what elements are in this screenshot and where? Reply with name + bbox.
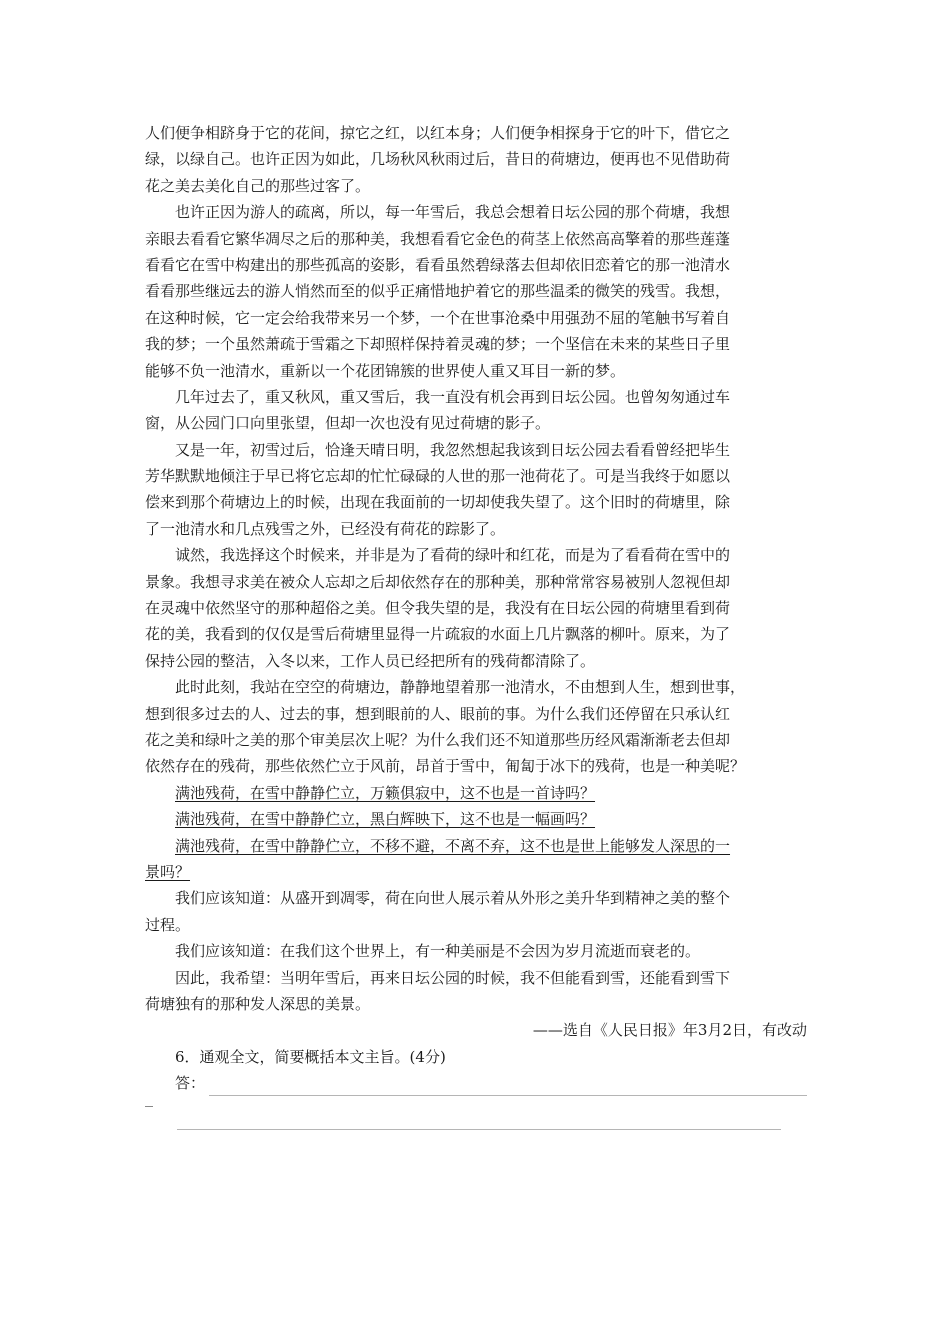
text-line bbox=[145, 938, 807, 964]
text-line bbox=[145, 833, 807, 859]
line-text: 能够不负一池清水，重新以一个花团锦簇的世界使人重又耳目一新的梦。 bbox=[145, 361, 626, 380]
line-text: 景象。我想寻求美在被众人忘却之后却依然存在的那种美，那种常常容易被别人忽视但却 bbox=[145, 572, 731, 591]
text-line bbox=[145, 569, 807, 595]
line-text: 亲眼去看看它繁华凋尽之后的那种美，我想看看它金色的荷茎上依然高高擎着的那些莲蓬 bbox=[145, 229, 731, 248]
text-line bbox=[145, 305, 807, 331]
line-text: 在这种时候，它一定会给我带来另一个梦，一个在世事沧桑中用强劲不屈的笔触书写着自 bbox=[145, 308, 731, 327]
answer-label: 答： bbox=[175, 1074, 206, 1093]
line-text: 看看那些继远去的游人悄然而至的似乎正痛惜地护着它的那些温柔的微笑的残雪。我想， bbox=[145, 282, 731, 301]
text-line bbox=[145, 489, 807, 515]
text-line bbox=[145, 727, 807, 753]
text-line bbox=[145, 701, 807, 727]
text-line bbox=[145, 859, 807, 885]
line-text: 我们应该知道：从盛开到凋零，荷在向世人展示着从外形之美升华到精神之美的整个 bbox=[175, 889, 731, 908]
line-text: 又是一年，初雪过后，恰逢天晴日明，我忽然想起我该到日坛公园去看看曾经把毕生 bbox=[175, 440, 731, 459]
line-text: 看看它在雪中构建出的那些孤高的姿影，看看虽然碧绿落去但却依旧恋着它的那一池清水 bbox=[145, 255, 731, 274]
text-line bbox=[145, 621, 807, 647]
line-text: 想到很多过去的人、过去的事，想到眼前的人、眼前的事。为什么我们还停留在只承认红 bbox=[145, 704, 731, 723]
line-text: 依然存在的残荷，那些依然伫立于风前，昂首于雪中，匍匐于冰下的残荷，也是一种美呢？ bbox=[145, 757, 746, 776]
text-line bbox=[145, 912, 807, 938]
line-text: 过程。 bbox=[145, 915, 191, 934]
text-line bbox=[145, 806, 807, 832]
text-line bbox=[145, 410, 807, 436]
answer-blank-line-1[interactable] bbox=[209, 1078, 807, 1096]
line-text: 我的梦；一个虽然萧疏于雪霜之下却照样保持着灵魂的梦；一个坚信在未来的某些日子里 bbox=[145, 335, 731, 354]
text-line bbox=[145, 595, 807, 621]
source-citation: ——选自《人民日报》年3月2日，有改动 bbox=[532, 1021, 807, 1040]
text-line bbox=[145, 885, 807, 911]
line-text: 偿来到那个荷塘边上的时候，出现在我面前的一切却使我失望了。这个旧时的荷塘里，除 bbox=[145, 493, 731, 512]
text-line bbox=[145, 226, 807, 252]
line-text: 几年过去了，重又秋风，重又雪后，我一直没有机会再到日坛公园。也曾匆匆通过车 bbox=[175, 387, 731, 406]
text-line bbox=[145, 542, 807, 568]
text-line bbox=[145, 199, 807, 225]
line-text: 此时此刻，我站在空空的荷塘边，静静地望着那一池清水，不由想到人生，想到世事， bbox=[175, 678, 746, 697]
line-text: 窗，从公园门口向里张望，但却一次也没有见过荷塘的影子。 bbox=[145, 414, 551, 433]
text-line bbox=[145, 120, 807, 146]
line-text: 保持公园的整洁，入冬以来，工作人员已经把所有的残荷都清除了。 bbox=[145, 651, 596, 670]
text-line bbox=[145, 278, 807, 304]
text-line bbox=[145, 331, 807, 357]
line-text: 因此，我希望：当明年雪后，再来日坛公园的时候，我不但能看到雪，还能看到雪下 bbox=[175, 968, 731, 987]
text-line bbox=[145, 780, 807, 806]
answer-row bbox=[145, 1070, 807, 1096]
text-line bbox=[145, 437, 807, 463]
text-line bbox=[145, 965, 807, 991]
text-line bbox=[145, 674, 807, 700]
text-line bbox=[145, 252, 807, 278]
text-line bbox=[145, 384, 807, 410]
text-line bbox=[145, 358, 807, 384]
line-text: 花之美和绿叶之美的那个审美层次上呢？为什么我们还不知道那些历经风霜渐渐老去但却 bbox=[145, 730, 731, 749]
document-page bbox=[145, 120, 807, 1149]
line-text: 绿，以绿自己。也许正因为如此，几场秋风秋雨过后，昔日的荷塘边，便再也不见借助荷 bbox=[145, 150, 731, 169]
line-text: 了一池清水和几点残雪之外，已经没有荷花的踪影了。 bbox=[145, 519, 506, 538]
text-line bbox=[145, 516, 807, 542]
answer-line-break-mark bbox=[145, 1096, 807, 1122]
text-line bbox=[145, 146, 807, 172]
answer-blank-line-2[interactable] bbox=[145, 1123, 807, 1149]
line-text: 诚然，我选择这个时候来，并非是为了看荷的绿叶和红花，而是为了看看荷在雪中的 bbox=[175, 546, 731, 565]
line-text: 人们便争相跻身于它的花间，掠它之红，以红本身；人们便争相探身于它的叶下，借它之 bbox=[145, 124, 731, 142]
line-text: 芳华默默地倾注于早已将它忘却的忙忙碌碌的人世的那一池荷花了。可是当我终于如愿以 bbox=[145, 467, 731, 486]
line-text: 也许正因为游人的疏离，所以，每一年雪后，我总会想着日坛公园的那个荷塘，我想 bbox=[175, 203, 731, 222]
line-text: 我们应该知道：在我们这个世界上，有一种美丽是不会因为岁月流逝而衰老的。 bbox=[175, 942, 701, 961]
question-6: 6．通观全文，简要概括本文主旨。(4分) bbox=[175, 1047, 446, 1066]
text-line bbox=[145, 173, 807, 199]
text-line bbox=[145, 463, 807, 489]
line-text: 在灵魂中依然坚守的那种超俗之美。但令我失望的是，我没有在日坛公园的荷塘里看到荷 bbox=[145, 599, 731, 618]
line-text: 荷塘独有的那种发人深思的美景。 bbox=[145, 994, 371, 1013]
line-text: 花的美，我看到的仅仅是雪后荷塘里显得一片疏寂的水面上几片飘落的柳叶。原来，为了 bbox=[145, 625, 731, 644]
text-line bbox=[145, 753, 807, 779]
underlined-text: 满池残荷，在雪中静静伫立，黑白辉映下，这不也是一幅画吗？ bbox=[175, 810, 596, 829]
underlined-text: 满池残荷，在雪中静静伫立，不移不避，不离不弃，这不也是世上能够发人深思的一 bbox=[175, 836, 731, 855]
underlined-text: 景吗？ bbox=[145, 862, 191, 881]
text-line bbox=[145, 991, 807, 1017]
line-text: 花之美去美化自己的那些过客了。 bbox=[145, 176, 371, 195]
article-body bbox=[145, 120, 807, 1017]
underlined-text: 满池残荷，在雪中静静伫立，万籁俱寂中，这不也是一首诗吗？ bbox=[175, 783, 596, 802]
text-line bbox=[145, 648, 807, 674]
